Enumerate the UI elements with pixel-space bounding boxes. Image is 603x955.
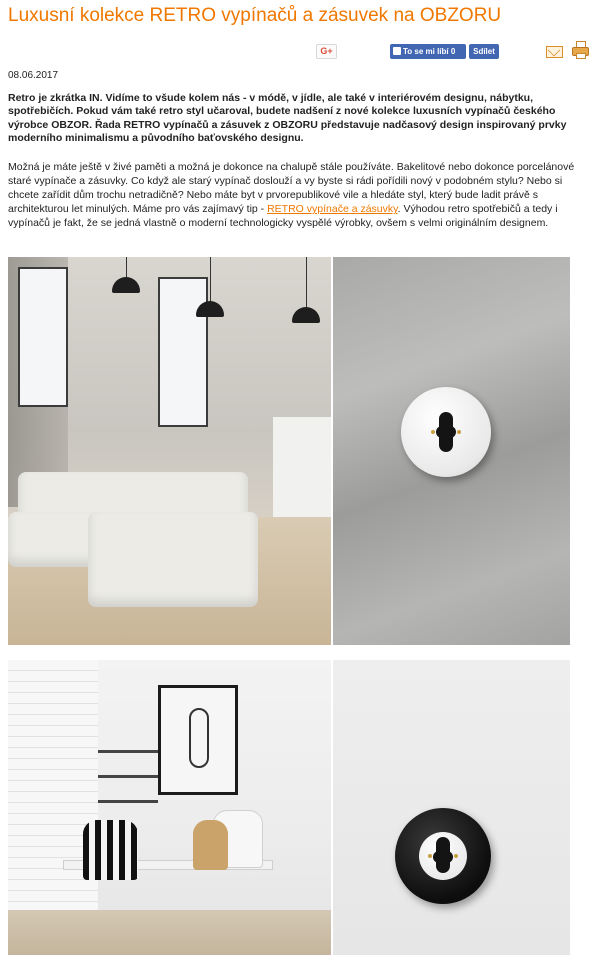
kitchen-shelf (98, 775, 158, 778)
cactus-picture-frame (158, 685, 238, 795)
article-date: 08.06.2017 (8, 70, 59, 81)
loft-window (18, 267, 68, 407)
switch-screw (428, 854, 432, 858)
kitchen-shelf (98, 800, 158, 803)
article-lead: Retro je zkrátka IN. Vidíme to všude kolem nás - v módě, v jídle, ale také v interiérovém designu, nábytku, spotřebičích. Pokud vám také retro styl učaroval, budete nadšení z nové kolekce luxusních vypínačů českého výrobce OBZOR. Řada RETRO vypínačů a zásuvek z OBZORU představuje nadčasový design inspirovaný prvky moderního minimalismu a původního baťovského designu. (8, 92, 567, 145)
kitchen-island (273, 417, 331, 527)
white-switch-photo (333, 257, 570, 645)
switch-knob (439, 412, 453, 452)
article-title: Luxusní kolekce RETRO vypínačů a zásuvek na OBZORU (8, 5, 502, 26)
wooden-chair (193, 820, 228, 870)
pendant-lamp (292, 307, 320, 323)
black-switch-photo (333, 660, 570, 955)
striped-chair (83, 820, 138, 880)
lamp-cord (306, 257, 307, 307)
kitchen-shelf (98, 750, 158, 753)
print-icon[interactable] (571, 41, 590, 59)
pendant-lamp (112, 277, 140, 293)
pendant-lamp (196, 301, 224, 317)
loft-window (158, 277, 208, 427)
switch-screw (431, 430, 435, 434)
white-porcelain-switch (401, 387, 491, 477)
google-plus-button[interactable]: G+ (316, 44, 337, 59)
article-body (8, 160, 592, 230)
print-icon-output (576, 53, 586, 59)
facebook-like-label: To se mi líbí 0 (403, 47, 456, 56)
switch-screw (457, 430, 461, 434)
lamp-cord (210, 257, 211, 301)
facebook-like-button[interactable] (390, 44, 466, 59)
mail-icon[interactable] (546, 46, 563, 58)
thumbs-up-icon (393, 47, 401, 55)
lamp-cord (126, 257, 127, 277)
switch-screw (454, 854, 458, 858)
cactus-drawing (189, 708, 209, 768)
body-text-before-link: Možná je máte ještě v živé paměti a možná je dokonce na chalupě stále používáte. Bakelitové nebo dokonce porcelánové staré vypínače a zásuvky. Co když ale starý vypínač doslouží a vy byste si rádi pořídili nový v podobném stylu? Nebo si chcete zařídit dům trochu netradičně? Nebo máte byt v prvorepublikové vile a hledáte styl, který bude ladit právě s architekturou let minulých. Máme pro vás zajímavý tip - (8, 161, 575, 216)
switch-center (419, 832, 467, 880)
floor-rug (8, 910, 331, 955)
sofa-ottoman (88, 512, 258, 607)
switch-knob (436, 837, 450, 873)
retro-products-link[interactable]: RETRO vypínače a zásuvky (267, 203, 398, 216)
interior-photo-dining (8, 660, 331, 955)
body-text-after-link: . Výhodou retro spotřebičů a tedy i vypínačů je fakt, že se jedná vlastně o moderní technologicky vyspělé výrobky, ovšem s velmi originálním designem. (8, 203, 558, 230)
black-retro-switch (395, 808, 491, 904)
facebook-share-button[interactable]: Sdílet (469, 44, 499, 59)
interior-photo-loft (8, 257, 331, 645)
